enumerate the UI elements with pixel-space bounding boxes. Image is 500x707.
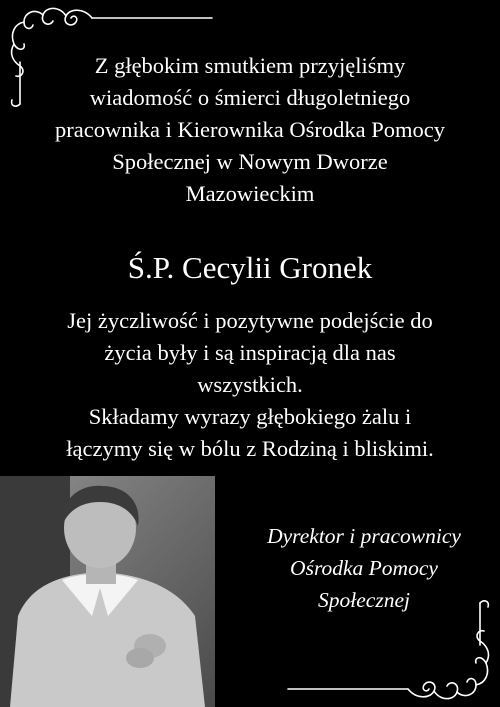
message-line: Składamy wyrazy głębokiego żalu i (88, 404, 412, 429)
signature-line: Ośrodka Pomocy (290, 556, 438, 580)
message-line: Jej życzliwość i pozytywne podejście do (67, 308, 433, 333)
intro-line: Społecznej w Nowym Dworze (112, 149, 388, 174)
signature-block (228, 520, 500, 616)
condolence-message (20, 305, 480, 465)
deceased-name: Ś.P. Cecylii Gronek (127, 250, 373, 285)
message-line: wszystkich. (197, 372, 303, 397)
message-line: życia były i są inspiracją dla nas (104, 340, 396, 365)
portrait-photo (0, 476, 215, 707)
notice-intro (20, 50, 480, 210)
intro-line: Mazowieckim (185, 181, 315, 206)
signature-line: Dyrektor i pracownicy (267, 524, 461, 548)
intro-line: Z głębokim smutkiem przyjęliśmy (94, 53, 406, 78)
signature-line: Społecznej (318, 588, 410, 612)
intro-line: pracownika i Kierownika Ośrodka Pomocy (55, 117, 445, 142)
intro-line: wiadomość o śmierci długoletniego (89, 85, 411, 110)
message-line: łączymy się w bólu z Rodziną i bliskimi. (66, 436, 434, 461)
